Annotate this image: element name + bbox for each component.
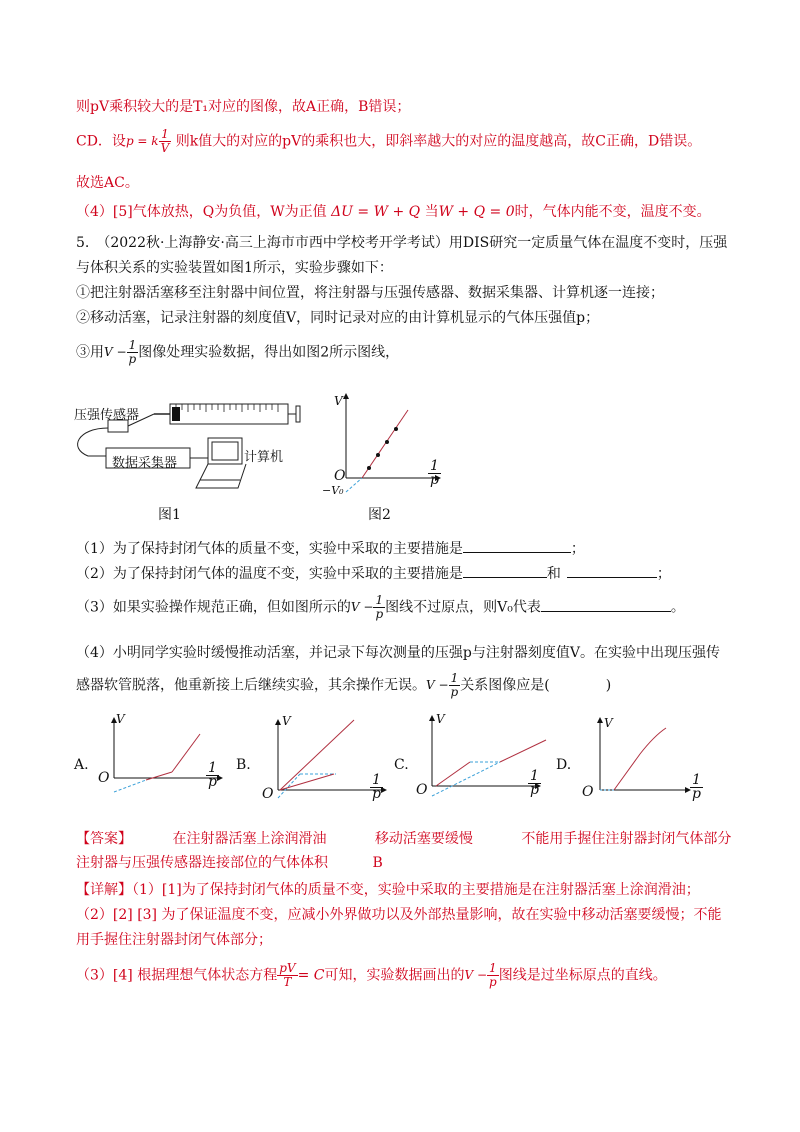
step-1: ①把注射器活塞移至注射器中间位置，将注射器与压强传感器、数据采集器、计算机逐一连接； bbox=[76, 285, 664, 301]
option-d-label: D. bbox=[556, 757, 572, 773]
fraction-1-over-p: $\frac{1}{p}$ bbox=[128, 338, 137, 366]
figure-2-y-label: V bbox=[334, 394, 343, 408]
option-a-x: $\frac{1}{p}$ bbox=[208, 760, 217, 790]
figure-1-label-sensor: 压强传感器 bbox=[74, 408, 140, 423]
step-3: ③用V − $\frac{1}{p}$ 图像处理实验数据，得出如图2所示图线， bbox=[76, 338, 400, 366]
subquestion-2: （2）为了保持封闭气体的温度不变，实验中采取的主要措施是 和 ； bbox=[76, 566, 671, 582]
subquestion-1: （1）为了保持封闭气体的质量不变，实验中采取的主要措施是 ； bbox=[76, 541, 585, 557]
fraction-1-over-V: $\frac{1}{V}$ bbox=[160, 127, 170, 155]
figure-2-origin: O bbox=[334, 468, 346, 484]
option-c-v: V bbox=[436, 712, 445, 726]
answer-line-1 bbox=[76, 828, 731, 848]
figure-1-label-computer: 计算机 bbox=[244, 450, 284, 465]
answer-3: 不能用手握住注射器封闭气体部分 bbox=[521, 831, 732, 847]
answer-label: 【答案】 bbox=[76, 831, 132, 847]
detail-line-2: （2）[2] [3] 为了保证温度不变，应减小外界做功以及外部热量影响，故在实验中移动活塞要缓慢；不能 bbox=[76, 907, 722, 923]
answer-2: 移动活塞要缓慢 bbox=[374, 831, 473, 847]
answer-blank-4[interactable] bbox=[541, 599, 671, 612]
detail-line-1: 【详解】（1）[1]为了保持封闭气体的质量不变，实验中采取的主要措施是在注射器活塞上涂润滑油； bbox=[76, 882, 700, 898]
solution-line-cd: CD．设p = k $\frac{1}{V}$ 则k值大的对应的pV的乘积也大，即斜率越大的对应的温度越高，故C正确，D错误。 bbox=[76, 127, 702, 155]
answer-blank-3[interactable] bbox=[567, 565, 657, 578]
option-b-origin: O bbox=[262, 786, 274, 802]
detail-line-4: （3）[4] 根据理想气体状态方程 $\frac{pV}{T}$ = C可知，实验数据画出的V − $\frac{1}{p}$ 图线是过坐标原点的直线。 bbox=[76, 961, 667, 989]
answer-blank-2[interactable] bbox=[463, 565, 547, 578]
option-a-label: A. bbox=[74, 757, 89, 773]
solution-line-choice: 故选AC。 bbox=[76, 175, 139, 191]
answer-5: B bbox=[372, 855, 383, 871]
figure-1-caption: 图1 bbox=[158, 507, 181, 523]
answer-blank-1[interactable] bbox=[463, 540, 571, 553]
detail-line-3: 用手握住注射器封闭气体部分； bbox=[76, 932, 272, 948]
option-b-v: V bbox=[282, 714, 291, 728]
figure-2-intercept: −V₀ bbox=[322, 484, 344, 497]
solution-line-4: （4）[5]气体放热，Q为负值，W为正值 ΔU = W + Q 当W + Q = 0时，气体内能不变，温度不变。 bbox=[76, 204, 711, 220]
option-d-origin: O bbox=[582, 784, 594, 800]
option-b-label: B. bbox=[236, 757, 251, 773]
option-d-v: V bbox=[604, 716, 613, 730]
option-c-origin: O bbox=[416, 782, 428, 798]
answer-line-2 bbox=[76, 852, 383, 872]
subquestion-4-line-2: 感器软管脱落，他重新接上后继续实验，其余操作无误。V − $\frac{1}{p}$ 关系图像应是( ) bbox=[76, 671, 612, 699]
figure-2-caption: 图2 bbox=[368, 507, 391, 523]
option-a-v: V bbox=[116, 712, 125, 726]
question-5-line-2: 与体积关系的实验装置如图1所示，实验步骤如下： bbox=[76, 260, 393, 276]
subquestion-4-line-1: （4）小明同学实验时缓慢推动活塞，并记录下每次测量的压强p与注射器刻度值V。在实验中出现压强传 bbox=[76, 645, 720, 661]
step-2: ②移动活塞，记录注射器的刻度值V，同时记录对应的由计算机显示的气体压强值p； bbox=[76, 310, 600, 326]
option-c-x: $\frac{1}{p}$ bbox=[530, 768, 539, 798]
figure-1-label-collector: 数据采集器 bbox=[112, 456, 178, 471]
detail-label: 【详解】 bbox=[76, 882, 132, 898]
fraction-pV-over-T: $\frac{pV}{T}$ bbox=[279, 961, 296, 989]
option-d-x: $\frac{1}{p}$ bbox=[692, 772, 701, 802]
subquestion-3: （3）如果实验操作规范正确，但如图所示的V − $\frac{1}{p}$ 图线不过原点，则V₀代表 。 bbox=[76, 593, 685, 621]
answer-4: 注射器与压强传感器连接部位的气体体积 bbox=[76, 855, 328, 871]
answer-1: 在注射器活塞上涂润滑油 bbox=[172, 831, 327, 847]
option-a-origin: O bbox=[98, 770, 110, 786]
figure-2-x-label: $\frac{1}{p}$ bbox=[430, 458, 439, 488]
question-5-line-1: 5. （2022秋·上海静安·高三上海市市西中学校考开学考试）用DIS研究一定质量气体在温度不变时，压强 bbox=[76, 235, 728, 251]
option-b-x: $\frac{1}{p}$ bbox=[372, 772, 381, 802]
solution-line-1: 则pV乘积较大的是T₁对应的图像，故A正确，B错误； bbox=[76, 99, 411, 115]
option-c-label: C. bbox=[394, 757, 409, 773]
